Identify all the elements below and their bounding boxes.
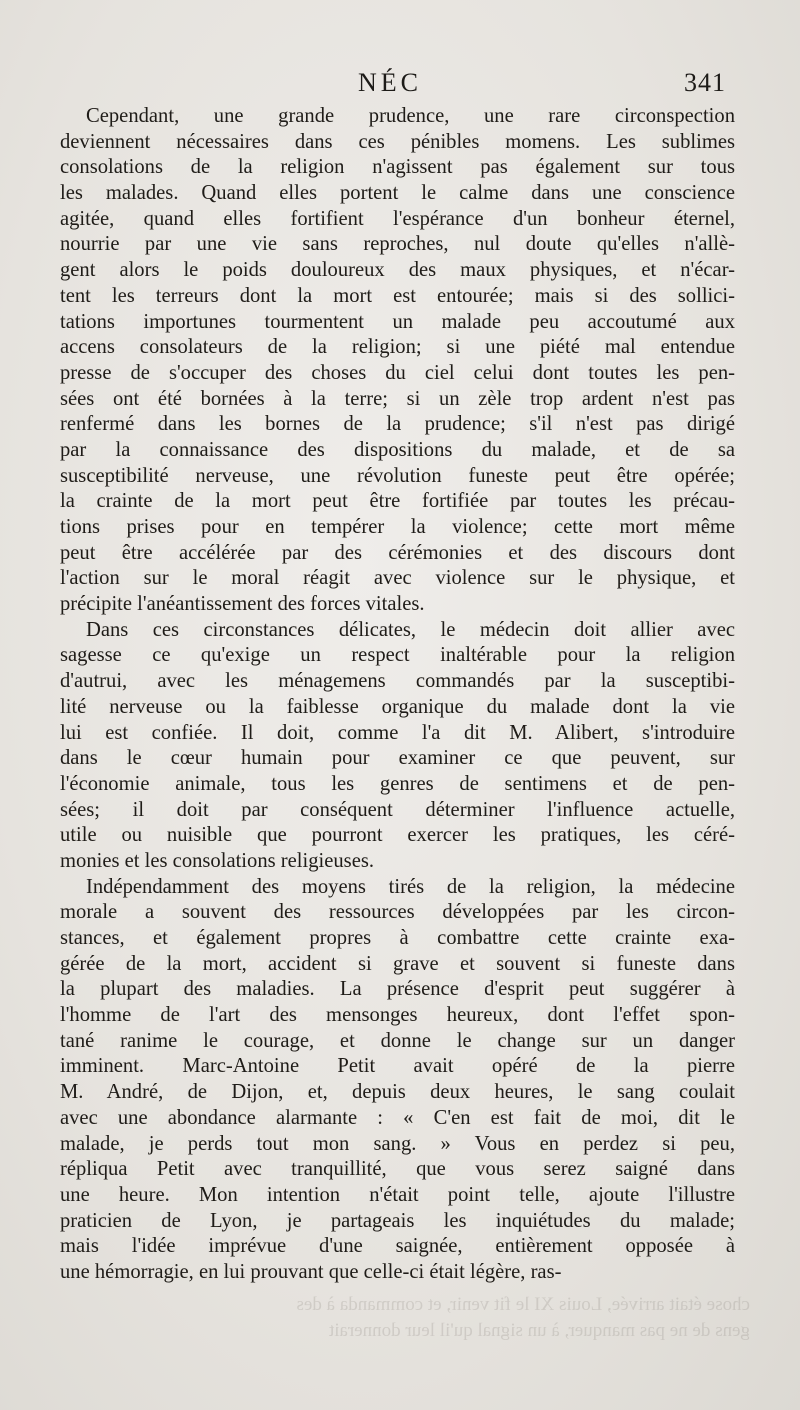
paragraph: [60, 618, 735, 875]
text-line: sées; il doit par conséquent déterminer l'influence actuelle,: [60, 798, 735, 821]
text-line: lité nerveuse ou la faiblesse organique du malade dont la vie: [60, 695, 735, 718]
text-line: sagesse ce qu'exige un respect inaltérable pour la religion: [60, 644, 735, 667]
text-line: deviennent nécessaires dans ces pénibles momens. Les sublimes: [60, 130, 735, 153]
text-line: malade, je perds tout mon sang. » Vous en perdez si peu,: [60, 1132, 735, 1155]
text-line: monies et les consolations religieuses.: [60, 849, 374, 872]
text-line: répliqua Petit avec tranquillité, que vous serez saigné dans: [60, 1158, 735, 1181]
page-number: 341: [684, 68, 726, 97]
text-line: mais l'idée imprévue d'une saignée, entièrement opposée à: [60, 1235, 735, 1258]
text-line: une hémorragie, en lui prouvant que celle-ci était légère, ras-: [60, 1260, 562, 1283]
text-line: une heure. Mon intention n'était point telle, ajoute l'illustre: [60, 1183, 735, 1206]
text-line: presse de s'occuper des choses du ciel celui dont toutes les pen-: [60, 361, 735, 384]
page-header: [0, 64, 800, 104]
text-line: la crainte de la mort peut être fortifiée par toutes les précau-: [60, 490, 735, 513]
text-line: imminent. Marc-Antoine Petit avait opéré de la pierre: [60, 1055, 735, 1078]
paragraph: [60, 104, 735, 618]
text-line: consolations de la religion n'agissent pas également sur tous: [60, 156, 735, 179]
text-line: dans le cœur humain pour examiner ce que peuvent, sur: [60, 747, 735, 770]
text-line: peut être accélérée par des cérémonies et des discours dont: [60, 541, 735, 564]
text-line: l'action sur le moral réagit avec violence sur le physique, et: [60, 567, 735, 590]
text-line: Indépendamment des moyens tirés de la religion, la médecine: [86, 875, 735, 898]
text-line: avec une abondance alarmante : « C'en est fait de moi, dit le: [60, 1106, 735, 1129]
text-line: tations importunes tourmentent un malade peu accoutumé aux: [60, 310, 735, 333]
text-line: les malades. Quand elles portent le calme dans une conscience: [60, 182, 735, 205]
body-text: [60, 104, 735, 1286]
running-head: NÉC: [358, 68, 422, 97]
text-line: Cependant, une grande prudence, une rare circonspection: [86, 105, 735, 127]
bleed-through-text: [70, 1292, 750, 1344]
text-line: morale a souvent des ressources développées par les circon-: [60, 901, 735, 924]
text-line: tané ranime le courage, et donne le change sur un danger: [60, 1029, 735, 1052]
text-line: d'autrui, avec les ménagemens commandés par la susceptibi-: [60, 670, 735, 693]
text-line: par la connaissance des dispositions du malade, et de sa: [60, 438, 735, 461]
text-line: nourrie par une vie sans reproches, nul doute qu'elles n'allè-: [60, 233, 735, 256]
bleed-through-line: chose était arrivée, Louis XI le fit venir, et commanda à des: [296, 1294, 750, 1315]
text-line: l'homme de l'art des mensonges heureux, dont l'effet spon-: [60, 1004, 735, 1027]
text-line: agitée, quand elles fortifient l'espérance d'un bonheur éternel,: [60, 207, 735, 230]
paragraph: [60, 875, 735, 1286]
text-line: l'économie animale, tous les genres de sentimens et de pen-: [60, 772, 735, 795]
text-line: tent les terreurs dont la mort est entourée; mais si des sollici-: [60, 284, 735, 307]
text-line: sées ont été bornées à la terre; si un zèle trop ardent n'est pas: [60, 387, 735, 410]
text-line: tions prises pour en tempérer la violence; cette mort même: [60, 516, 735, 538]
text-line: renfermé dans les bornes de la prudence; s'il n'est pas dirigé: [60, 413, 735, 436]
text-line: Dans ces circonstances délicates, le médecin doit allier avec: [86, 618, 735, 641]
text-line: lui est confiée. Il doit, comme l'a dit M. Alibert, s'introduire: [60, 721, 735, 744]
text-line: la plupart des maladies. La présence d'esprit peut suggérer à: [60, 978, 735, 1001]
text-line: gent alors le poids douloureux des maux physiques, et n'écar-: [60, 259, 735, 282]
text-line: stances, et également propres à combattre cette crainte exa-: [60, 927, 735, 949]
text-line: gérée de la mort, accident si grave et souvent si funeste dans: [60, 952, 735, 975]
text-line: susceptibilité nerveuse, une révolution funeste peut être opérée;: [60, 464, 735, 487]
text-line: M. André, de Dijon, et, depuis deux heures, le sang coulait: [60, 1081, 735, 1104]
text-line: précipite l'anéantissement des forces vitales.: [60, 593, 425, 616]
bleed-through-line: gens de ne pas manquer, à un signal qu'il leur donnerait: [328, 1320, 750, 1341]
text-line: utile ou nuisible que pourront exercer les pratiques, les céré-: [60, 824, 735, 847]
text-line: praticien de Lyon, je partageais les inquiétudes du malade;: [60, 1209, 735, 1232]
text-line: accens consolateurs de la religion; si une piété mal entendue: [60, 336, 735, 359]
